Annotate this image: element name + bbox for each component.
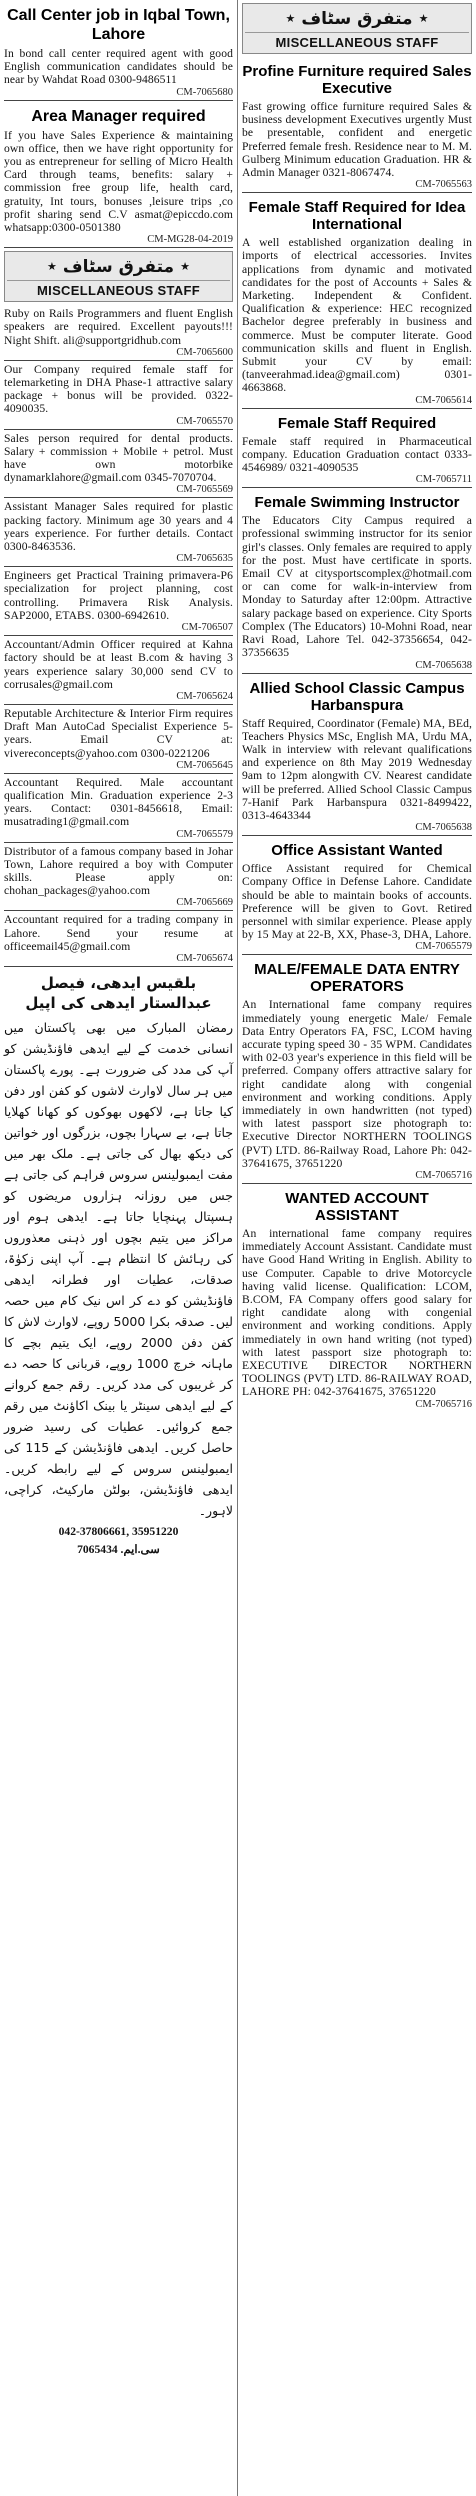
ad-body: Assistant Manager Sales required for plastic packing factory. Minimum age 30 years and 4 years experience. For further details. Contact 0300-8463536. xyxy=(4,500,233,554)
list-item xyxy=(4,361,233,430)
ad-area-manager xyxy=(4,101,233,249)
ad-body: Office Assistant required for Chemical Company Office in Defense Lahore. Candidate should be able to maintain books of accounts. Preference will be given to Govt. Retired personnel with similar experience. Please apply by 15 May at 22-B, XX, Phase-3, DHA, Lahore. xyxy=(242,862,472,942)
ad-body: Fast growing office furniture required Sales & business development Executives urgently Must be presentable, confident and energetic Preferred female fresh. Residence near to M. M. Gulberg Minimum education Graduation. HR & Admin Manager 0321-8067474. xyxy=(242,100,472,180)
ad-code: 7065434 .سی.ایم xyxy=(77,1542,160,1556)
star-icon: ★ xyxy=(285,12,296,25)
ad-phones: 042-37806661, 35951220 xyxy=(58,1524,179,1538)
ad-code: CM-7065635 xyxy=(176,553,233,565)
ad-body: In bond call center required agent with good English communication candidates should be near by Wahdat Road 0300-9486511 xyxy=(4,47,233,87)
ad-code: CM-7065624 xyxy=(176,690,233,702)
ad-code: CM-7065645 xyxy=(176,759,233,771)
ad-title: MALE/FEMALE DATA ENTRY OPERATORS xyxy=(254,961,460,996)
ad-title: WANTED ACCOUNT ASSISTANT xyxy=(285,1189,429,1224)
list-item xyxy=(242,1184,472,1412)
ad-code: CM-7065638 xyxy=(415,659,472,671)
ad-title: Allied School Classic Campus Harbanspura xyxy=(249,679,465,714)
list-item xyxy=(4,774,233,843)
ad-body: If you have Sales Experience & maintaining own office, then we have right opportunity for you as entrepreneur for selling of Micro Health Card through teams, benefits: salary + commission free group life, health card, gratuity, Int tours, bonuses ,leisure trips ,co profit sharing send C.V asmat@epiccdo.com whatsapp:0300-0501380 xyxy=(4,128,233,235)
ad-body: Accountant/Admin Officer required at Kahna factory should be at least B.com & having 3 years experience salary 30,000 send CV to corrusales@gmail.com xyxy=(4,638,233,691)
ad-body: Distributor of a famous company based in Johar Town, Lahore required a boy with Computer skills. Please apply on: chohan_packages@yahoo.com xyxy=(4,844,233,898)
ad-body: Female staff required in Pharmaceutical company. Education Graduation contact 0333-4546989/ 0321-4090535 xyxy=(242,434,472,475)
list-item xyxy=(4,430,233,499)
list-item xyxy=(242,488,472,673)
ad-call-center xyxy=(4,0,233,101)
ad-code: CM-7065600 xyxy=(176,346,233,358)
ad-body: An international fame company requires immediately Account Assistant. Candidate must have Good Hand Writing in English. Ability to use Computer. Capable to drive Motorcycle having valid license. Qualification: LCOM, B.COM, FA Company offers good salary for right candidate along with congenial environment and working conditions. Apply immediately in own hand writing (not typed) with latest passport size photograph to: EXECUTIVE DIRECTOR NORTHERN TOOLINGS (PVT) LTD. 86-RAILWAY ROAD, LAHORE PH: 042-37641675, 37651220 xyxy=(242,1226,472,1399)
list-item xyxy=(242,409,472,489)
ad-title: بلقیس ایدھی، فیصل عبدالستار ایدھی کی اپیل xyxy=(25,973,212,1012)
list-item xyxy=(242,955,472,1184)
ad-title: Female Staff Required for Idea International xyxy=(248,199,466,234)
banner-english: MISCELLANEOUS STAFF xyxy=(245,32,469,50)
ad-code: CM-706507 xyxy=(181,622,233,634)
ad-body: A well established organization dealing in imports of electrical accessories. Invites applications from dynamic and motivated candidates for the post of Accounts + Sales & Marketing. Independent & Confident. Qualification & experience: HEC recognized Bachelor degree preferably in business and commerce. Must be computer literate. Good communication skills and fluent in English. Submit your CV by email: (tanveerahmad.idea@gmail.com) 0301-4663868. xyxy=(242,236,472,395)
ad-code: CM-7065570 xyxy=(176,415,233,427)
banner-english: MISCELLANEOUS STAFF xyxy=(7,280,230,298)
list-item xyxy=(4,705,233,774)
ad-code: CM-7065716 xyxy=(415,1169,472,1181)
ad-title: Call Center job in Iqbal Town, Lahore xyxy=(7,7,230,43)
list-item xyxy=(4,843,233,912)
ad-code: CM-7065579 xyxy=(415,941,472,953)
ad-code: CM-7065716 xyxy=(415,1398,472,1410)
ad-body: Accountant Required. Male accountant qualification Min. Graduation experience 2-3 years. Contact: 0301-8456618, Email: musatrading1@gmail.com xyxy=(4,775,233,829)
ad-code: CM-7065711 xyxy=(415,474,472,486)
ad-code: CM-7065638 xyxy=(415,822,472,834)
list-item xyxy=(4,498,233,567)
ad-code: CM-7065669 xyxy=(176,897,233,909)
ad-code: CM-7065569 xyxy=(176,484,233,496)
ad-body: An International fame company requires immediately young energetic Male/ Female Data Entry Operators FA, FSC, LCOM having accurate typing speed 30 - 35 WPM. Candidates with 02-03 year's experience in this field will be preferred. Company offers attractive salary for right candidate along with congenial environment and working conditions. Apply immediately in own handwritten (not typed) with latest passport size photograph to: Executive Director NORTHERN TOOLINGS (PVT) LTD. 86-Railway Road, Lahore Ph: 042-37641675, 37651220 xyxy=(242,998,472,1170)
list-item xyxy=(242,193,472,408)
list-item xyxy=(242,836,472,955)
ad-body: Sales person required for dental products. Salary + commission + Mobile + petrol. Must have own motorbike dynamarklahore@gmail.com 0345-7070704. xyxy=(4,431,233,485)
ad-title: Office Assistant Wanted xyxy=(271,842,443,860)
ad-body: Engineers get Practical Training primavera-P6 specialization for project planning, cost controlling. Primavera Risk Analysis. SAP2000, ETABS. 0300-6942610. xyxy=(4,569,233,622)
ad-body: رمضان المبارک میں بھی پاکستان میں انسانی خدمت کے لیے ایدھی فاؤنڈیشن کو آپ کی مدد کی ضرورت ہے۔ پورے پاکستان میں ہر سال لاوارث لاشوں کو کفن اور دفن کیا جاتا ہے، لاکھوں بھوکوں کو کھانا کھلایا جاتا ہے، بے سہارا بچوں، بزرگوں اور خواتین کی دیکھ بھال کی جاتی ہے۔ ملک بھر میں مفت ایمبولینس سروس فراہم کی جاتی ہے جس میں روزانہ ہزاروں مریضوں کو ہسپتال پہنچایا جاتا ہے۔ ایدھی ہوم اور مراکز میں یتیم بچوں اور ذہنی معذوروں کی رہائش کا انتظام ہے۔ آپ اپنی زکوٰۃ، صدقات، عطیات اور فطرانہ ایدھی فاؤنڈیشن کو دے کر اس نیک کام میں حصہ لیں۔ صدقہ بکرا 5000 روپے، لاوارث لاش کا کفن دفن 2000 روپے، ایک یتیم بچے کا ماہانہ خرچ 1000 روپے، قربانی کا حصہ دے کر غریبوں کی مدد کریں۔ رقم جمع کروانے کے لیے ایدھی سینٹر یا بینک اکاؤنٹ میں رقم جمع کروائیں۔ عطیات کی رسید ضرور حاصل کریں۔ ایدھی فاؤنڈیشن کے 115 کی ایمبولینس سروس کے لیے رابطہ کریں۔ ایدھی فاؤنڈیشن، بولٹن مارکیٹ، کراچی، لاہور۔ xyxy=(4,1019,234,1518)
right-column xyxy=(238,0,476,2496)
banner-urdu: متفرق سٹاف xyxy=(62,257,175,278)
star-icon: ★ xyxy=(418,12,429,25)
list-item xyxy=(4,911,233,967)
list-item xyxy=(4,636,233,705)
ad-body: The Educators City Campus required a professional swimming instructor for its senior girl's classes. Only females are required to apply for the post. Must have certificate in sports. Email CV at citysportscomplex@hotmail.com or can come for walk-in-interview from Monday to Saturday after 12:00pm. Attractive salary package based on experience. City Sports Complex (The Educators) 10-Mohni Road, near Ravi Road, Lahore Tel. 042-37356654, 042-37356635 xyxy=(242,514,472,660)
ad-code: CM-7065614 xyxy=(415,394,472,406)
list-item xyxy=(4,305,233,361)
list-item xyxy=(242,57,472,193)
ad-title: Profine Furniture required Sales Executive xyxy=(242,63,472,97)
ad-code: CM-7065674 xyxy=(176,952,233,964)
ad-body: Ruby on Rails Programmers and fluent English speakers are required. Excellent payouts!!! Night Shift. ali@supportgridhub.com xyxy=(4,307,233,347)
ad-body: Our Company required female staff for telemarketing in DHA Phase-1 attractive salary package + bonus will be provided. 0322-4090035. xyxy=(4,362,233,416)
list-item xyxy=(242,674,472,837)
ad-body: Staff Required, Coordinator (Female) MA, BEd, Teachers Physics MSc, English MA, Urdu MA, Walk in interview with relevant qualifications and experience on 8th May 2019 Wednesday 9am to 12pm alongwith CV. Nearest candidate will be preferred. Allied School Classic Campus 7-Hanif Park Harbanspura 0321-8499422, 0313-4643344 xyxy=(242,716,472,822)
ad-body: Reputable Architecture & Interior Firm requires Draft Man AutoCad Specialist Experience 5-years. Email CV at: vivereconcepts@yahoo.com 0300-0221206 xyxy=(4,706,233,760)
section-banner xyxy=(4,251,233,302)
ad-title: Female Staff Required xyxy=(277,414,437,432)
edhi-appeal-ad xyxy=(4,967,233,1557)
ad-code: CM-7065563 xyxy=(415,179,472,191)
list-item xyxy=(4,567,233,636)
star-icon: ★ xyxy=(47,260,57,274)
banner-urdu: متفرق سٹاف xyxy=(301,9,413,29)
ad-code: CM-7065579 xyxy=(176,828,233,840)
ad-code: CM-7065680 xyxy=(176,86,233,98)
star-icon: ★ xyxy=(180,260,190,274)
ad-title: Area Manager required xyxy=(31,107,206,125)
ad-title: Female Swimming Instructor xyxy=(254,494,460,512)
ad-code: CM-MG28-04-2019 xyxy=(147,234,233,246)
section-banner xyxy=(242,3,472,54)
ad-body: Accountant required for a trading company in Lahore. Send your resume at officeemail45@gmail.com xyxy=(4,913,233,953)
